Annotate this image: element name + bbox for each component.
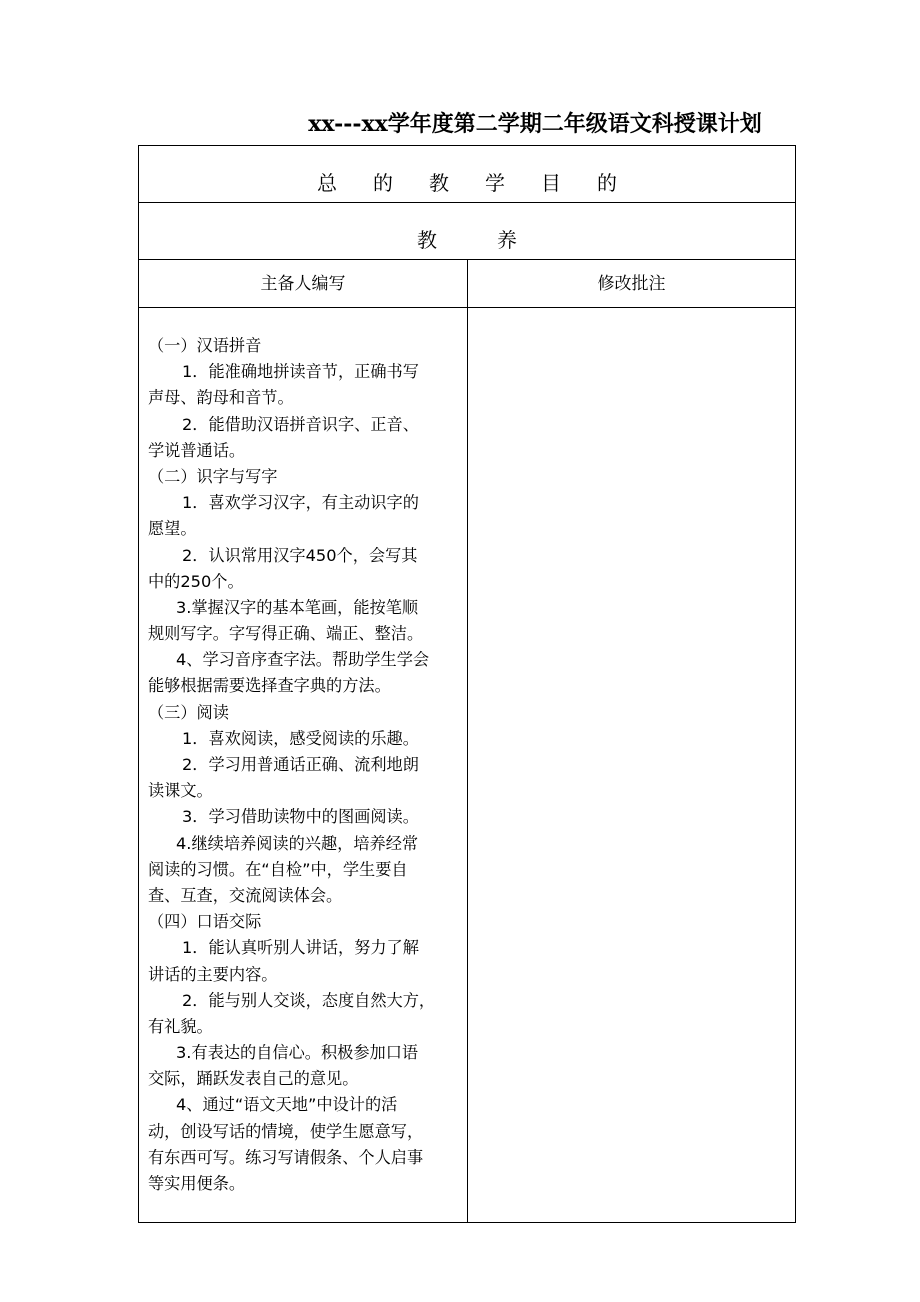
education-heading: 教养: [139, 203, 795, 260]
content-line: 讲话的主要内容。: [148, 964, 278, 984]
content-line: 2．能与别人交谈，态度自然大方，: [182, 990, 436, 1010]
content-line: 有东西可写。练习写请假条、个人启事: [148, 1147, 424, 1167]
content-line: 愿望。: [148, 519, 197, 539]
content-line: 1．喜欢阅读，感受阅读的乐趣。: [182, 728, 419, 748]
teaching-plan-table: [138, 145, 796, 1223]
content-line: 4.继续培养阅读的兴趣，培养经常: [176, 833, 419, 853]
content-line: 动，创设写话的情境，使学生愿意写，: [148, 1121, 424, 1141]
content-line: 规则写字。字写得正确、端正、整洁。: [148, 624, 424, 644]
content-line: 3.有表达的自信心。积极参加口语: [176, 1043, 419, 1063]
content-line: 能够根据需要选择查字典的方法。: [148, 676, 391, 696]
content-line: 查、互查，交流阅读体会。: [148, 885, 343, 905]
content-line: 3．学习借助读物中的图画阅读。: [182, 807, 419, 827]
revision-column-header: 修改批注: [468, 260, 795, 308]
content-line: 3.掌握汉字的基本笔画，能按笔顺: [176, 597, 419, 617]
author-column-header: 主备人编写: [139, 260, 468, 308]
content-line: 等实用便条。: [148, 1174, 246, 1193]
content-line: 阅读的习惯。在“自检”中，学生要自: [148, 859, 408, 879]
document-title: xx---xx学年度第二学期二年级语文科授课计划: [308, 111, 762, 137]
content-line: 交际，踊跃发表自己的意见。: [148, 1069, 359, 1089]
content-line: （二）识字与写字: [148, 466, 278, 486]
content-line: 2．认识常用汉字450个，会写其: [182, 545, 418, 565]
content-line: 2．能借助汉语拼音识字、正音、: [182, 414, 419, 434]
content-line: 中的250个。: [148, 571, 244, 591]
content-line: 学说普通话。: [148, 440, 246, 460]
content-line: 有礼貌。: [148, 1016, 213, 1036]
content-line: （四）口语交际: [148, 912, 262, 932]
content-line: 2．学习用普通话正确、流利地朗: [182, 755, 419, 774]
content-line: 1．喜欢学习汉字，有主动识字的: [182, 493, 419, 513]
content-line: （三）阅读: [148, 702, 229, 722]
goal-heading: 总的教学目的: [139, 146, 795, 203]
content-line: （一）汉语拼音: [148, 336, 262, 355]
content-line: 1．能准确地拼读音节，正确书写: [182, 362, 419, 382]
content-line: 1．能认真听别人讲话，努力了解: [182, 938, 419, 958]
revision-notes-cell: [468, 308, 795, 1222]
author-content-cell: [139, 308, 468, 1222]
content-line: 4、通过“语文天地”中设计的活: [176, 1095, 398, 1115]
content-line: 4、学习音序查字法。帮助学生学会: [176, 650, 430, 670]
content-line: 声母、韵母和音节。: [148, 388, 294, 408]
content-line: 读课文。: [148, 781, 213, 801]
